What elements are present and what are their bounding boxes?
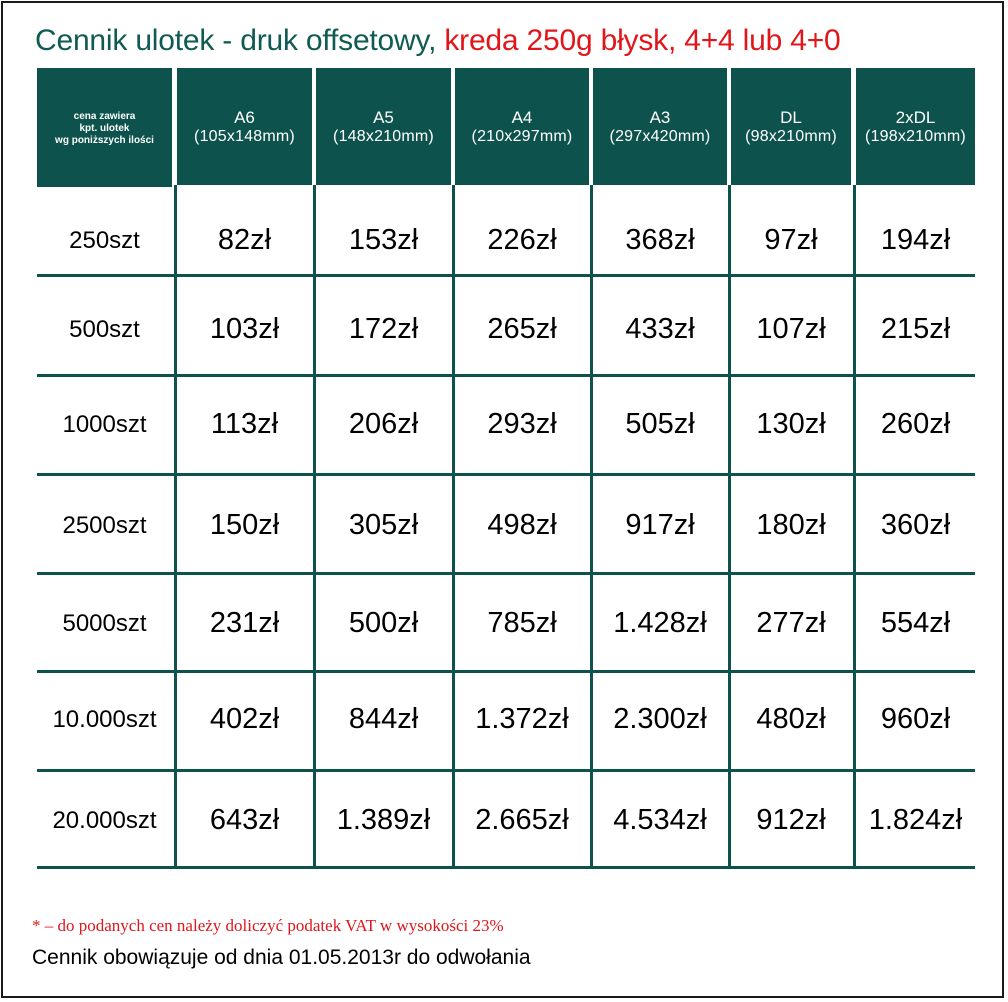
price-cell: 433zł [625, 313, 695, 345]
quantity-cell: 20.000szt [52, 807, 157, 834]
vat-note: * – do podanych cen należy doliczyć podatek VAT w wysokości 23% [32, 916, 504, 935]
price-cell: 1.824zł [868, 804, 963, 836]
header-format-dl [731, 68, 851, 185]
price-cell: 231zł [209, 607, 280, 639]
format-dimensions: (98x210mm) [745, 127, 837, 145]
price-cell: 643zł [209, 804, 280, 836]
price-cell: 554zł [880, 607, 951, 639]
price-cell: 785zł [487, 607, 557, 639]
price-cell: 960zł [880, 703, 951, 735]
quantity-cell: 500szt [69, 316, 140, 343]
page-title [35, 24, 841, 58]
row-divider [37, 572, 975, 575]
quantity-cell: 2500szt [62, 512, 147, 539]
format-name: A3 [649, 107, 671, 127]
price-cell: 172zł [348, 313, 419, 345]
price-cell: 194zł [880, 224, 951, 256]
price-cell: 293zł [487, 408, 557, 440]
price-cell: 505zł [625, 408, 695, 440]
title-highlight: kreda 250g błysk, 4+4 lub 4+0 [444, 24, 841, 57]
price-cell: 2.665zł [475, 804, 569, 836]
price-cell: 277zł [756, 607, 826, 639]
row-divider [37, 769, 975, 772]
price-cell: 480zł [756, 703, 826, 735]
format-name: A6 [234, 107, 255, 127]
price-cell: 206zł [348, 408, 419, 440]
price-cell: 368zł [625, 224, 695, 256]
header-format-2xdl [856, 68, 975, 185]
price-cell: 917zł [625, 509, 695, 541]
quantity-cell: 5000szt [62, 610, 147, 637]
price-cell: 1.372zł [475, 703, 569, 735]
price-cell: 150zł [209, 509, 280, 541]
price-cell: 360zł [880, 509, 951, 541]
price-cell: 2.300zł [613, 703, 707, 735]
price-cell: 107zł [756, 313, 826, 345]
price-cell: 305zł [348, 509, 419, 541]
quantity-cell: 250szt [69, 227, 140, 254]
quantity-cell: 10.000szt [52, 706, 157, 733]
price-cell: 498zł [487, 509, 557, 541]
row-divider [37, 374, 975, 377]
format-dimensions: (198x210mm) [865, 127, 966, 145]
price-cell: 153zł [348, 224, 419, 256]
price-cell: 180zł [756, 509, 826, 541]
format-dimensions: (210x297mm) [471, 127, 573, 145]
header-format-a6 [177, 68, 312, 185]
format-name: A4 [511, 107, 533, 127]
price-cell: 226zł [487, 224, 557, 256]
price-cell: 130zł [756, 408, 826, 440]
price-cell: 500zł [348, 607, 419, 639]
price-cell: 402zł [209, 703, 280, 735]
row-divider [37, 274, 975, 277]
format-name: 2xDL [895, 107, 936, 127]
quantity-cell: 1000szt [62, 411, 147, 438]
price-cell: 1.389zł [336, 804, 431, 836]
price-cell: 113zł [210, 408, 279, 440]
price-cell: 844zł [348, 703, 419, 735]
format-dimensions: (148x210mm) [333, 127, 434, 145]
header-format-a5 [316, 68, 451, 185]
header-corner-line: wg poniższych ilości [55, 134, 154, 146]
price-cell: 4.534zł [613, 804, 707, 836]
row-divider [37, 473, 975, 476]
validity-note: Cennik obowiązuje od dnia 01.05.2013r do odwołania [32, 946, 531, 969]
price-cell: 265zł [487, 313, 557, 345]
format-name: A5 [373, 107, 394, 127]
row-divider [37, 670, 975, 673]
row-divider [37, 866, 975, 869]
format-dimensions: (297x420mm) [609, 127, 711, 145]
format-dimensions: (105x148mm) [194, 127, 295, 145]
header-format-a4 [455, 68, 589, 185]
price-cell: 82zł [217, 224, 272, 256]
price-cell: 215zł [880, 313, 951, 345]
header-corner-line: cena zawiera [73, 110, 136, 122]
price-cell: 260zł [880, 408, 951, 440]
header-format-a3 [593, 68, 727, 185]
price-cell: 912zł [756, 804, 826, 836]
price-cell: 97zł [764, 224, 818, 256]
price-cell: 1.428zł [613, 607, 707, 639]
title-main: Cennik ulotek - druk offsetowy, [35, 24, 437, 57]
format-name: DL [780, 107, 802, 127]
header-corner-line: kpt. ulotek [79, 122, 130, 134]
header-corner-cell [37, 68, 172, 187]
price-cell: 103zł [209, 313, 280, 345]
